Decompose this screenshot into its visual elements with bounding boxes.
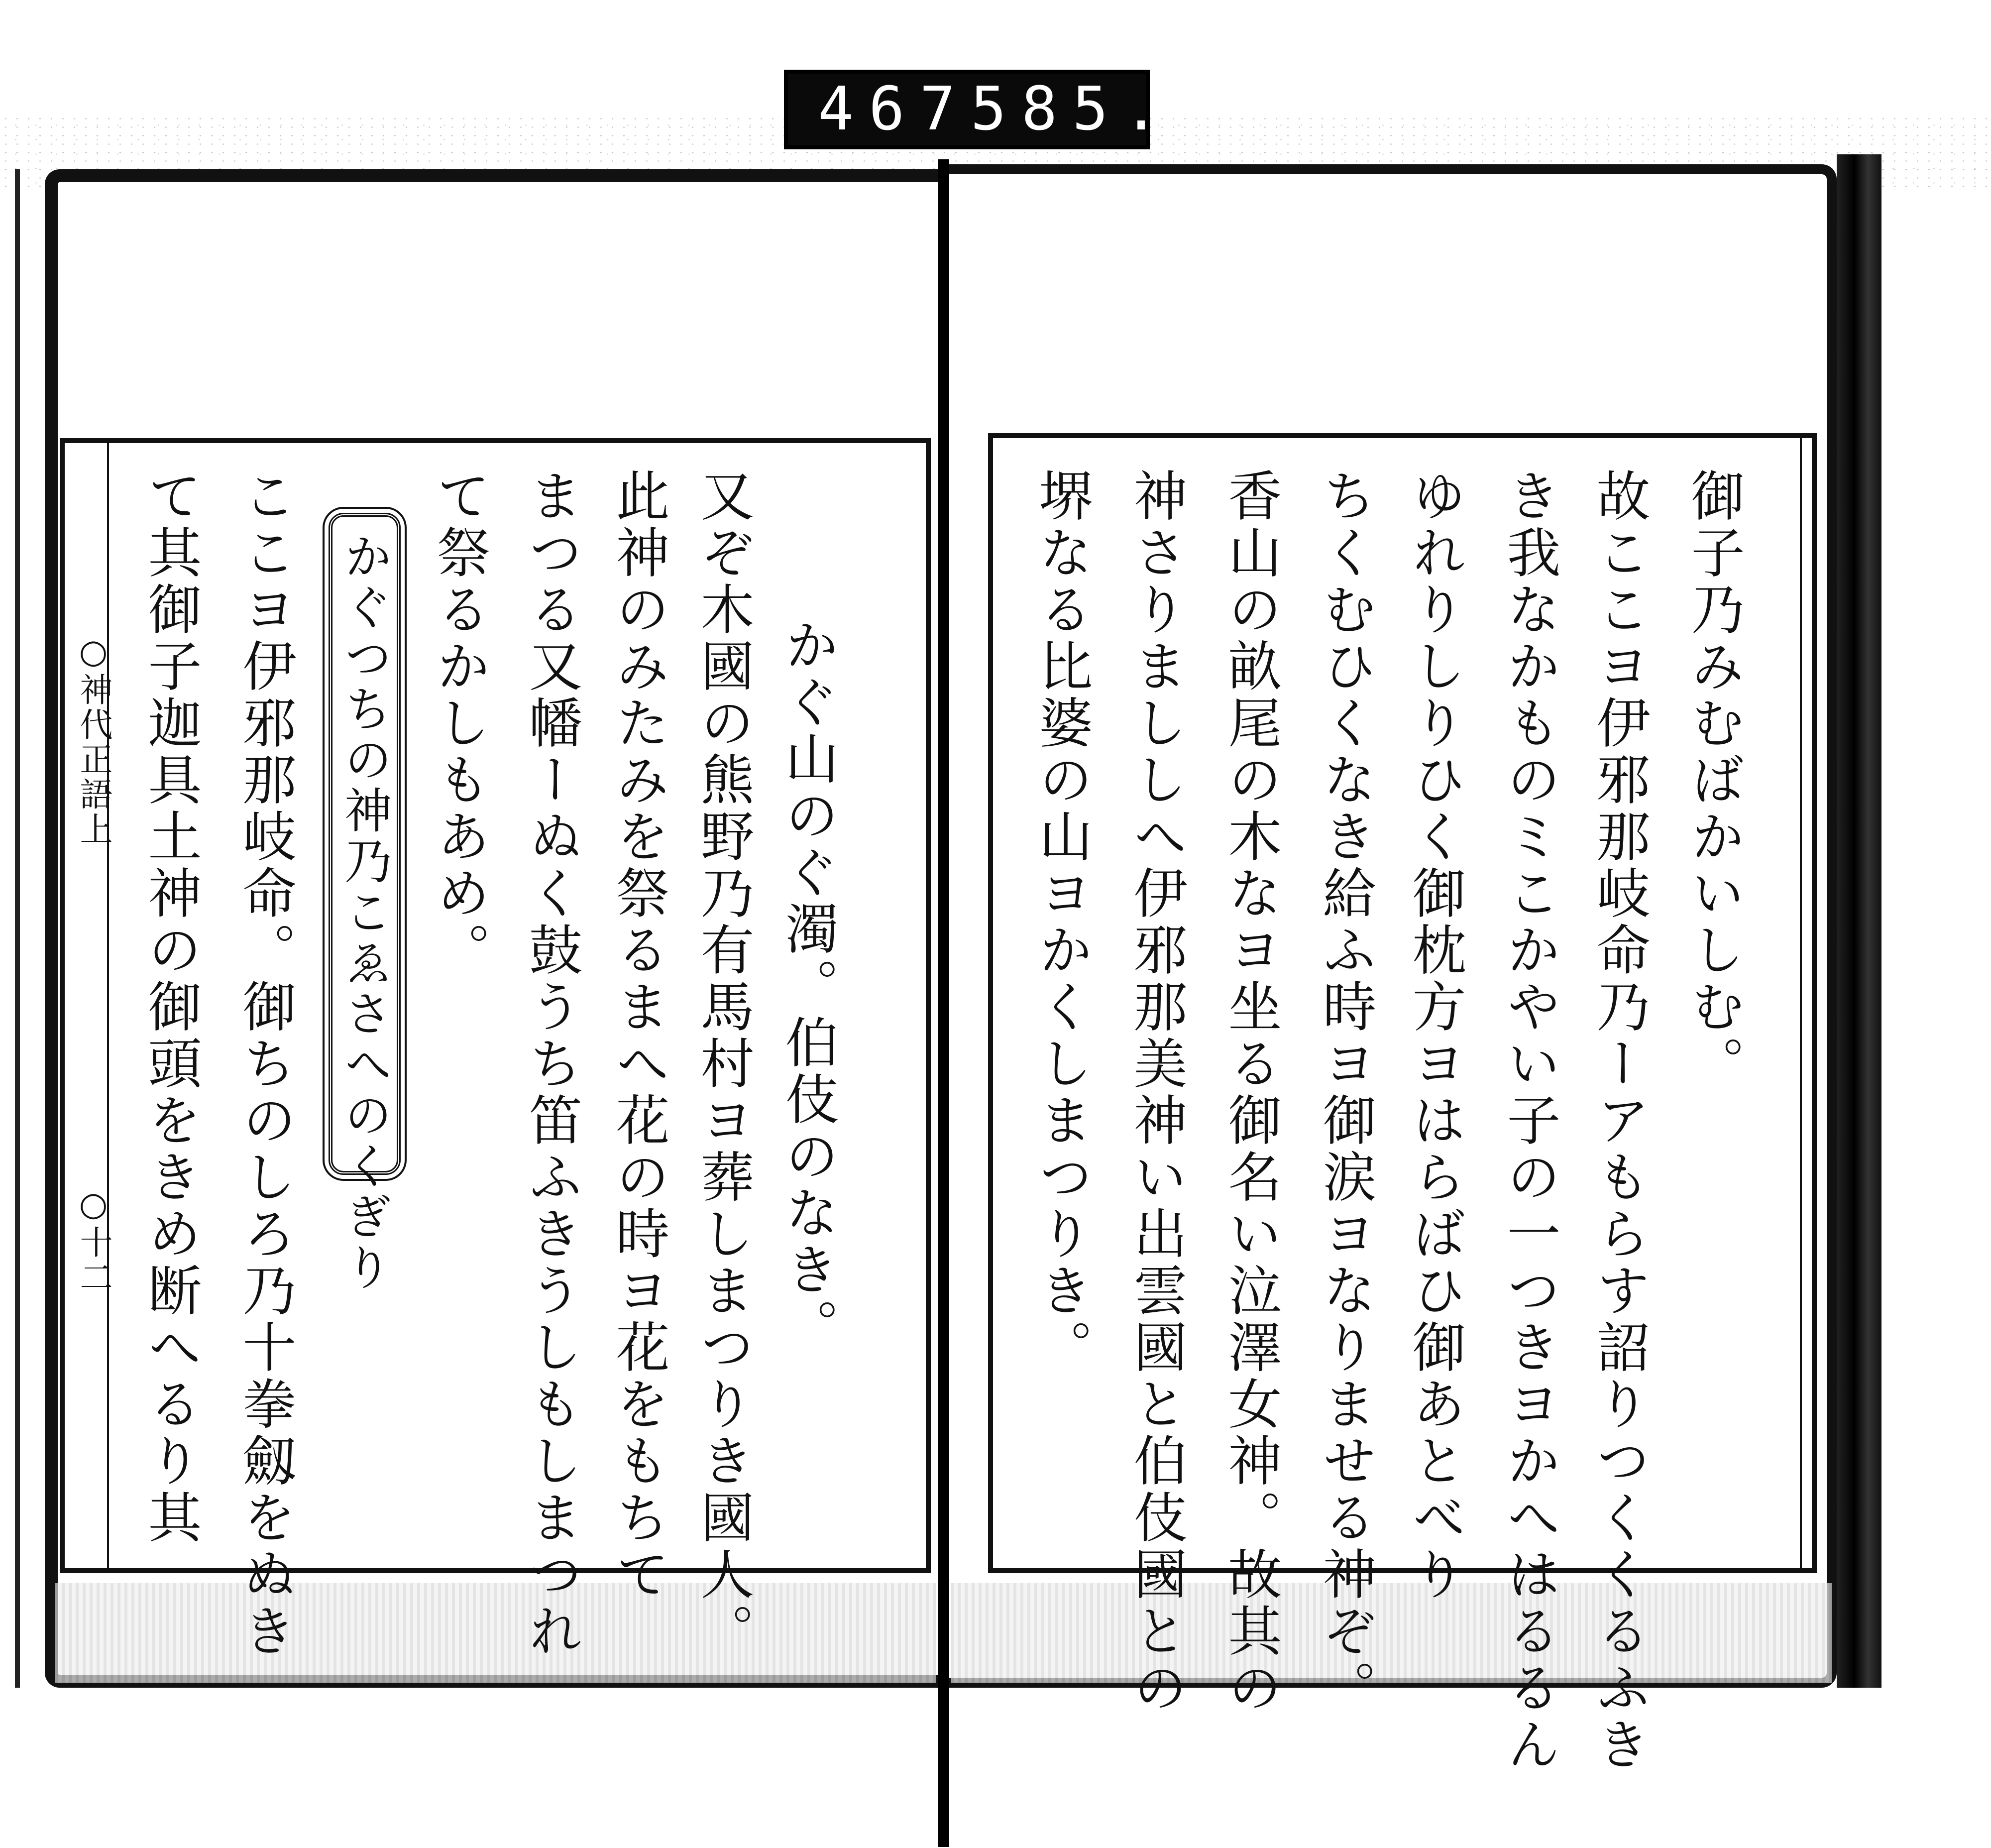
right-column-5: ちくむひくなき給ふ時ヨ御涙ヨなりませる神ぞ。 bbox=[1313, 468, 1376, 1717]
left-column-4: まつる又幡ーぬく鼓うち笛ふきうしもしまつれ bbox=[519, 468, 582, 1660]
right-column-1: 御子乃みむばかいしむ。 bbox=[1681, 468, 1744, 1092]
left-column-3: 此神のみたみを祭るまへ花の時ヨ花をもちて bbox=[606, 468, 669, 1603]
right-column-4: ゆれりしりひく御枕方ヨはらばひ御あとべり bbox=[1403, 468, 1465, 1603]
right-column-6: 香山の畝尾の木なヨ坐る御名い泣澤女神。故其の bbox=[1218, 468, 1281, 1717]
catalogue-label bbox=[784, 70, 1174, 149]
label-left-number: 467 bbox=[818, 75, 971, 144]
left-page-bottom-shade bbox=[55, 1583, 936, 1683]
right-column-8: 堺なる比婆の山ヨかくしまつりき。 bbox=[1029, 468, 1092, 1376]
running-title: ○神代正語上 bbox=[74, 632, 112, 847]
label-right-number: 585. bbox=[970, 75, 1174, 144]
right-column-7: 神さりまししへ伊邪那美神い出雲國と伯伎國との bbox=[1124, 468, 1187, 1717]
section-heading-box bbox=[329, 513, 401, 1293]
section-heading: かぐつちの神乃こゑさへのくぎり bbox=[336, 532, 393, 1293]
right-frame-rule bbox=[993, 438, 1802, 1568]
left-column-1: かぐ山のぐ濁。伯伎のなき。 bbox=[775, 617, 838, 1355]
left-column-6: ここヨ伊邪那岐命。御ちのしろ乃十拳劔をぬき bbox=[233, 468, 296, 1660]
book-right-edge bbox=[1837, 154, 1881, 1688]
previous-page-edge bbox=[0, 169, 20, 1688]
page-number: ○十二 bbox=[74, 1185, 112, 1295]
left-column-5: て祭るかしもあめ。 bbox=[427, 468, 490, 979]
right-column-2: 故ここヨ伊邪那岐命乃ーアもらす詔りつくくるふき bbox=[1587, 468, 1650, 1773]
right-column-3: き我なかものミこかやい子の一つきヨかへはるるん bbox=[1497, 468, 1560, 1773]
right-page-bottom-shade bbox=[951, 1583, 1832, 1683]
book-spine bbox=[938, 159, 949, 1847]
left-column-2: 又ぞ木國の熊野乃有馬村ヨ葬しまつりき國人。 bbox=[691, 468, 754, 1660]
left-column-7: て其御子迦具土神の御頭をきめ断へるり其 bbox=[138, 468, 201, 1546]
